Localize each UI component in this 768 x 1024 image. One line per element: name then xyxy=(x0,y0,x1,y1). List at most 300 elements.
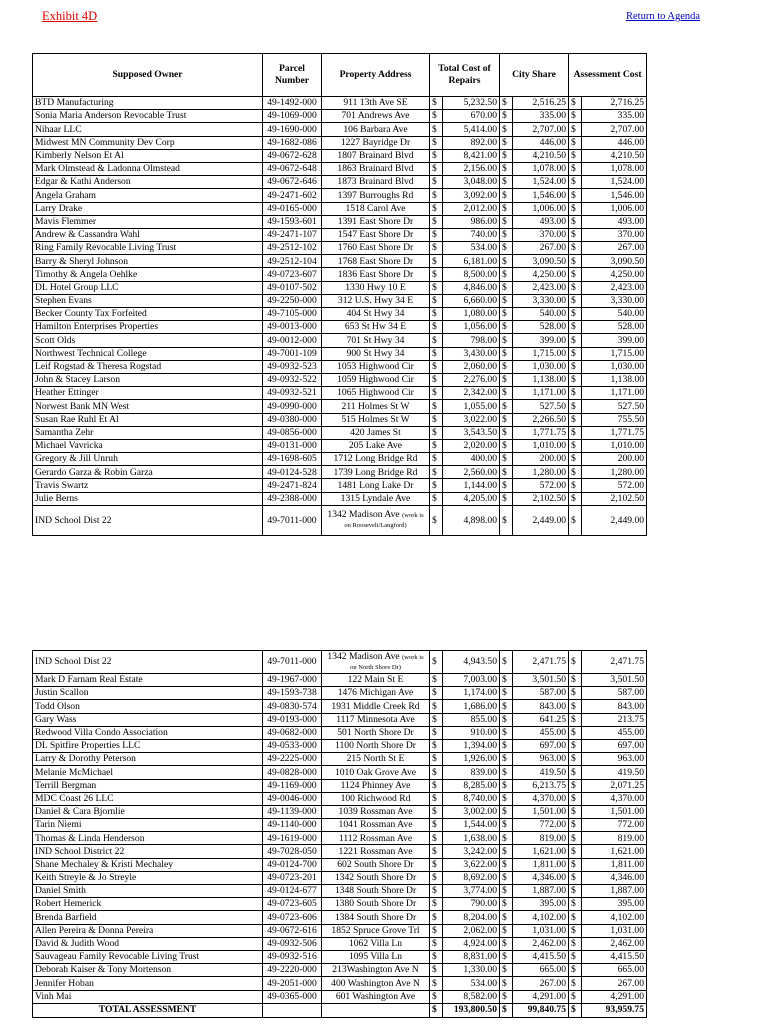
assessment-cell: 963.00 xyxy=(582,753,647,766)
currency-symbol: $ xyxy=(500,505,513,535)
parcel-cell: 49-1698-605 xyxy=(263,453,322,466)
owner-cell: Ring Family Revocable Living Trust xyxy=(33,242,263,255)
currency-symbol: $ xyxy=(430,321,443,334)
table-row xyxy=(33,505,647,535)
assessment-cell: 1,030.00 xyxy=(582,360,647,373)
city-share-cell: 3,330.00 xyxy=(513,294,569,307)
total-cost-cell: 8,500.00 xyxy=(443,268,500,281)
parcel-cell: 49-0124-700 xyxy=(263,858,322,871)
total-cost-cell: 1,055.00 xyxy=(443,400,500,413)
assessment-cell: 399.00 xyxy=(582,334,647,347)
total-cost-cell: 7,003.00 xyxy=(443,674,500,687)
currency-symbol: $ xyxy=(500,387,513,400)
currency-symbol: $ xyxy=(430,387,443,400)
total-cost-cell: 8,204.00 xyxy=(443,911,500,924)
currency-symbol: $ xyxy=(430,215,443,228)
owner-cell: Scott Olds xyxy=(33,334,263,347)
parcel-cell: 49-0380-000 xyxy=(263,413,322,426)
city-share-cell: 493.00 xyxy=(513,215,569,228)
currency-symbol: $ xyxy=(569,189,582,202)
assessment-cell: 1,887.00 xyxy=(582,885,647,898)
total-cost-cell: 2,560.00 xyxy=(443,466,500,479)
city-share-cell: 2,423.00 xyxy=(513,281,569,294)
table-row xyxy=(33,215,647,228)
total-cost-cell: 4,924.00 xyxy=(443,937,500,950)
parcel-cell: 49-0856-000 xyxy=(263,426,322,439)
city-share-cell: 1,280.00 xyxy=(513,466,569,479)
table-row xyxy=(33,162,647,175)
parcel-cell: 49-0932-523 xyxy=(263,360,322,373)
address-cell xyxy=(322,97,430,110)
address-text: 1100 North Shore Dr xyxy=(335,740,416,752)
currency-symbol: $ xyxy=(500,281,513,294)
table-row xyxy=(33,479,647,492)
currency-symbol: $ xyxy=(500,885,513,898)
assessment-cell: 419.50 xyxy=(582,766,647,779)
total-cost-cell: 534.00 xyxy=(443,977,500,990)
address-note: (work is on North Shore Dr) xyxy=(350,653,424,671)
owner-cell: Vinh Mai xyxy=(33,990,263,1003)
currency-symbol: $ xyxy=(569,426,582,439)
parcel-cell: 49-1619-000 xyxy=(263,832,322,845)
city-share-cell: 963.00 xyxy=(513,753,569,766)
table-row xyxy=(33,937,647,950)
table-row xyxy=(33,308,647,321)
currency-symbol: $ xyxy=(500,779,513,792)
currency-symbol: $ xyxy=(430,268,443,281)
currency-symbol: $ xyxy=(500,492,513,505)
table-row xyxy=(33,176,647,189)
currency-symbol: $ xyxy=(430,400,443,413)
table-row xyxy=(33,294,647,307)
owner-cell: Brenda Barfield xyxy=(33,911,263,924)
city-share-cell: 370.00 xyxy=(513,228,569,241)
total-cost-cell: 1,330.00 xyxy=(443,964,500,977)
assessment-cell: 3,501.50 xyxy=(582,674,647,687)
address-text: 1391 East Shore Dr xyxy=(337,215,414,227)
owner-cell: Sonia Maria Anderson Revocable Trust xyxy=(33,110,263,123)
assessment-cell: 755.50 xyxy=(582,413,647,426)
address-cell xyxy=(322,977,430,990)
owner-cell: DL Hotel Group LLC xyxy=(33,281,263,294)
address-note: (work is on Roosevelt/Langford) xyxy=(344,512,424,530)
table-row xyxy=(33,189,647,202)
address-cell xyxy=(322,123,430,136)
address-text: 122 Main St E xyxy=(347,674,404,686)
parcel-cell: 49-0723-201 xyxy=(263,871,322,884)
currency-symbol: $ xyxy=(500,792,513,805)
table-row xyxy=(33,911,647,924)
currency-symbol: $ xyxy=(430,651,443,674)
parcel-cell: 49-0131-000 xyxy=(263,439,322,452)
currency-symbol: $ xyxy=(430,176,443,189)
currency-symbol: $ xyxy=(500,400,513,413)
currency-symbol: $ xyxy=(500,413,513,426)
assessment-cell: 2,071.25 xyxy=(582,779,647,792)
city-share-cell: 4,346.00 xyxy=(513,871,569,884)
address-text: 1112 Rossman Ave xyxy=(338,832,413,844)
table-row xyxy=(33,202,647,215)
currency-symbol: $ xyxy=(569,453,582,466)
currency-symbol: $ xyxy=(569,162,582,175)
city-share-cell: 572.00 xyxy=(513,479,569,492)
owner-cell: Gregory & Jill Unruh xyxy=(33,453,263,466)
address-text: 911 13th Ave SE xyxy=(343,97,408,109)
address-text: 1342 Madison Ave xyxy=(327,650,400,662)
address-text: 1342 South Shore Dr xyxy=(334,872,417,884)
currency-symbol: $ xyxy=(569,479,582,492)
total-cost-cell: 8,692.00 xyxy=(443,871,500,884)
table-row xyxy=(33,400,647,413)
owner-cell: Justin Scallon xyxy=(33,687,263,700)
table-row xyxy=(33,242,647,255)
table-row xyxy=(33,792,647,805)
total-cost-cell: 2,156.00 xyxy=(443,162,500,175)
address-text: 1330 Hwy 10 E xyxy=(345,281,406,293)
currency-symbol: $ xyxy=(500,97,513,110)
table-row xyxy=(33,739,647,752)
address-cell xyxy=(322,950,430,963)
assessment-cell: 455.00 xyxy=(582,726,647,739)
return-to-agenda-link[interactable]: Return to Agenda xyxy=(626,11,701,22)
address-text: 215 North St E xyxy=(346,753,405,765)
owner-cell: Samantha Zehr xyxy=(33,426,263,439)
currency-symbol: $ xyxy=(430,373,443,386)
table-row xyxy=(33,413,647,426)
owner-cell: Edgar & Kathi Anderson xyxy=(33,176,263,189)
assessment-cell: 540.00 xyxy=(582,308,647,321)
currency-symbol: $ xyxy=(500,294,513,307)
currency-symbol: $ xyxy=(430,162,443,175)
currency-symbol: $ xyxy=(569,726,582,739)
table-row xyxy=(33,753,647,766)
city-share-cell: 1,501.00 xyxy=(513,805,569,818)
address-text: 1852 Spruce Grove Trl xyxy=(331,924,420,936)
address-cell xyxy=(322,281,430,294)
currency-symbol: $ xyxy=(569,400,582,413)
currency-symbol: $ xyxy=(430,805,443,818)
owner-cell: Sauvageau Family Revocable Living Trust xyxy=(33,950,263,963)
table-row xyxy=(33,466,647,479)
parcel-cell: 49-2220-000 xyxy=(263,964,322,977)
total-cost-cell: 5,414.00 xyxy=(443,123,500,136)
assessment-cell: 200.00 xyxy=(582,453,647,466)
assessment-cell: 2,471.75 xyxy=(582,651,647,674)
assessment-cell: 1,010.00 xyxy=(582,439,647,452)
total-cost-cell: 3,002.00 xyxy=(443,805,500,818)
currency-symbol: $ xyxy=(569,845,582,858)
currency-symbol: $ xyxy=(500,739,513,752)
address-text: 1117 Minnesota Ave xyxy=(336,713,415,725)
address-cell xyxy=(322,387,430,400)
parcel-cell: 49-0672-648 xyxy=(263,162,322,175)
parcel-cell: 49-0682-000 xyxy=(263,726,322,739)
currency-symbol: $ xyxy=(569,792,582,805)
city-share-cell: 1,006.00 xyxy=(513,202,569,215)
parcel-cell: 49-0990-000 xyxy=(263,400,322,413)
address-text: 1342 Madison Ave xyxy=(327,509,400,521)
city-share-cell: 1,771.75 xyxy=(513,426,569,439)
city-share-cell: 527.50 xyxy=(513,400,569,413)
assessment-cell: 2,449.00 xyxy=(582,505,647,535)
address-cell xyxy=(322,687,430,700)
address-text: 515 Holmes St W xyxy=(341,413,410,425)
currency-symbol: $ xyxy=(500,123,513,136)
city-share-cell: 1,010.00 xyxy=(513,439,569,452)
owner-cell: Redwood Villa Condo Association xyxy=(33,726,263,739)
total-cost-cell: 3,048.00 xyxy=(443,176,500,189)
currency-symbol: $ xyxy=(500,149,513,162)
currency-symbol: $ xyxy=(500,202,513,215)
address-text: 1518 Carol Ave xyxy=(345,202,406,214)
table-row xyxy=(33,321,647,334)
assessment-cell: 572.00 xyxy=(582,479,647,492)
address-text: 211 Holmes St W xyxy=(341,400,410,412)
currency-symbol: $ xyxy=(430,505,443,535)
assessment-table-2 xyxy=(32,650,647,1018)
total-cost-cell: 4,205.00 xyxy=(443,492,500,505)
parcel-cell: 49-0672-616 xyxy=(263,924,322,937)
address-text: 1863 Brainard Blvd xyxy=(337,163,414,175)
owner-cell: Terrill Bergman xyxy=(33,779,263,792)
currency-symbol: $ xyxy=(569,387,582,400)
assessment-cell: 446.00 xyxy=(582,136,647,149)
address-text: 1397 Burroughs Rd xyxy=(337,189,414,201)
city-share-cell: 4,250.00 xyxy=(513,268,569,281)
total-cost-cell: 400.00 xyxy=(443,453,500,466)
city-share-cell: 2,102.50 xyxy=(513,492,569,505)
total-cost-cell: 2,020.00 xyxy=(443,439,500,452)
parcel-cell: 49-7028-050 xyxy=(263,845,322,858)
assessment-cell: 1,546.00 xyxy=(582,189,647,202)
currency-symbol: $ xyxy=(430,753,443,766)
assessment-cell: 1,501.00 xyxy=(582,805,647,818)
assessment-cell: 1,078.00 xyxy=(582,162,647,175)
owner-cell: IND School Dist 22 xyxy=(33,651,263,674)
parcel-cell: 49-1069-000 xyxy=(263,110,322,123)
assessment-cell: 1,138.00 xyxy=(582,373,647,386)
currency-symbol: $ xyxy=(500,268,513,281)
owner-cell: Robert Hemerick xyxy=(33,898,263,911)
address-text: 100 Richwood Rd xyxy=(340,792,411,804)
currency-symbol: $ xyxy=(569,242,582,255)
owner-cell: Susan Rae Ruhl Et Al xyxy=(33,413,263,426)
address-cell xyxy=(322,937,430,950)
assessment-cell: 1,006.00 xyxy=(582,202,647,215)
address-cell xyxy=(322,136,430,149)
currency-symbol: $ xyxy=(430,832,443,845)
currency-symbol: $ xyxy=(500,964,513,977)
total-cost-cell: 4,846.00 xyxy=(443,281,500,294)
parcel-cell: 49-1139-000 xyxy=(263,805,322,818)
assessment-table-1 xyxy=(32,53,647,536)
address-text: 1739 Long Bridge Rd xyxy=(333,466,418,478)
city-share-cell: 1,887.00 xyxy=(513,885,569,898)
currency-symbol: $ xyxy=(500,924,513,937)
currency-symbol: $ xyxy=(430,479,443,492)
currency-symbol: $ xyxy=(569,766,582,779)
total-cost-cell: 4,943.50 xyxy=(443,651,500,674)
owner-cell: Norwest Bank MN West xyxy=(33,400,263,413)
currency-symbol: $ xyxy=(569,779,582,792)
assessment-cell: 4,102.00 xyxy=(582,911,647,924)
table-row xyxy=(33,281,647,294)
currency-symbol: $ xyxy=(430,766,443,779)
table-row xyxy=(33,426,647,439)
currency-symbol: $ xyxy=(500,753,513,766)
parcel-cell: 49-1492-000 xyxy=(263,97,322,110)
address-text: 312 U.S. Hwy 34 E xyxy=(337,295,414,307)
assessment-cell: 2,462.00 xyxy=(582,937,647,950)
total-cost-cell: 740.00 xyxy=(443,228,500,241)
address-cell xyxy=(322,700,430,713)
currency-symbol: $ xyxy=(569,713,582,726)
total-cost-cell: 5,232.50 xyxy=(443,97,500,110)
city-share-cell: 1,078.00 xyxy=(513,162,569,175)
total-cost-cell: 892.00 xyxy=(443,136,500,149)
city-share-cell: 4,210.50 xyxy=(513,149,569,162)
parcel-cell: 49-0932-506 xyxy=(263,937,322,950)
address-text: 404 St Hwy 34 xyxy=(346,308,405,320)
currency-symbol: $ xyxy=(569,739,582,752)
currency-symbol: $ xyxy=(500,832,513,845)
address-cell xyxy=(322,149,430,162)
address-cell xyxy=(322,713,430,726)
currency-symbol: $ xyxy=(430,885,443,898)
parcel-cell: 49-7011-000 xyxy=(263,505,322,535)
address-text: 1124 Phinney Ave xyxy=(340,779,411,791)
owner-cell: Becker County Tax Forfeited xyxy=(33,308,263,321)
currency-symbol: $ xyxy=(500,871,513,884)
total-cost-cell: 986.00 xyxy=(443,215,500,228)
currency-symbol: $ xyxy=(430,347,443,360)
currency-symbol: $ xyxy=(500,766,513,779)
total-cost-cell: 8,421.00 xyxy=(443,149,500,162)
col-header-owner: Supposed Owner xyxy=(33,54,263,97)
city-share-cell: 399.00 xyxy=(513,334,569,347)
table-row xyxy=(33,779,647,792)
assessment-cell: 4,346.00 xyxy=(582,871,647,884)
address-text: 1041 Rossman Ave xyxy=(338,819,413,831)
city-share-cell: 1,171.00 xyxy=(513,387,569,400)
address-cell xyxy=(322,858,430,871)
assessment-cell: 4,210.50 xyxy=(582,149,647,162)
parcel-cell: 49-1593-601 xyxy=(263,215,322,228)
currency-symbol: $ xyxy=(430,898,443,911)
parcel-cell: 49-0932-516 xyxy=(263,950,322,963)
exhibit-label: Exhibit 4D xyxy=(42,9,98,23)
parcel-cell: 49-1140-000 xyxy=(263,819,322,832)
currency-symbol: $ xyxy=(430,294,443,307)
owner-cell: Kimberly Nelson Et Al xyxy=(33,149,263,162)
owner-cell: Leif Rogstad & Theresa Rogstad xyxy=(33,360,263,373)
table-row xyxy=(33,373,647,386)
address-cell xyxy=(322,255,430,268)
address-text: 1481 Long Lake Dr xyxy=(337,479,414,491)
currency-symbol: $ xyxy=(430,674,443,687)
currency-symbol: $ xyxy=(569,215,582,228)
assessment-cell: 772.00 xyxy=(582,819,647,832)
parcel-cell: 49-2512-102 xyxy=(263,242,322,255)
assessment-cell: 493.00 xyxy=(582,215,647,228)
city-share-cell: 419.50 xyxy=(513,766,569,779)
currency-symbol: $ xyxy=(569,228,582,241)
address-cell xyxy=(322,832,430,845)
assessment-cell: 213.75 xyxy=(582,713,647,726)
assessment-cell: 1,715.00 xyxy=(582,347,647,360)
city-share-cell: 697.00 xyxy=(513,739,569,752)
table-row xyxy=(33,858,647,871)
currency-symbol: $ xyxy=(569,294,582,307)
currency-symbol: $ xyxy=(430,713,443,726)
currency-symbol: $ xyxy=(569,819,582,832)
assessment-cell: 370.00 xyxy=(582,228,647,241)
address-text: 501 North Shore Dr xyxy=(337,727,414,739)
total-row xyxy=(33,1003,647,1017)
table-row xyxy=(33,97,647,110)
owner-cell: Larry Drake xyxy=(33,202,263,215)
city-share-cell: 819.00 xyxy=(513,832,569,845)
address-cell xyxy=(322,819,430,832)
total-cost-cell: 1,394.00 xyxy=(443,739,500,752)
parcel-cell: 49-1593-738 xyxy=(263,687,322,700)
address-cell xyxy=(322,413,430,426)
total-cost-cell: 1,544.00 xyxy=(443,819,500,832)
city-share-cell: 267.00 xyxy=(513,242,569,255)
currency-symbol: $ xyxy=(430,426,443,439)
currency-symbol: $ xyxy=(430,255,443,268)
total-cost-cell: 839.00 xyxy=(443,766,500,779)
currency-symbol: $ xyxy=(569,674,582,687)
address-cell xyxy=(322,911,430,924)
table-row xyxy=(33,123,647,136)
table-row xyxy=(33,766,647,779)
owner-cell: Mark D Farnam Real Estate xyxy=(33,674,263,687)
table-row xyxy=(33,950,647,963)
currency-symbol: $ xyxy=(430,97,443,110)
currency-symbol: $ xyxy=(430,924,443,937)
total-label: TOTAL ASSESSMENT xyxy=(33,1003,263,1017)
parcel-cell: 49-7011-000 xyxy=(263,651,322,674)
currency-symbol: $ xyxy=(569,281,582,294)
total-cost-cell: 2,276.00 xyxy=(443,373,500,386)
currency-symbol: $ xyxy=(569,347,582,360)
address-text: 900 St Hwy 34 xyxy=(346,347,405,359)
owner-cell: BTD Manufacturing xyxy=(33,97,263,110)
address-cell xyxy=(322,779,430,792)
total-cost-cell: 790.00 xyxy=(443,898,500,911)
city-share-cell: 540.00 xyxy=(513,308,569,321)
assessment-sum: 93,959.75 xyxy=(582,1003,647,1017)
currency-symbol: $ xyxy=(430,845,443,858)
parcel-cell: 49-0365-000 xyxy=(263,990,322,1003)
owner-cell: Daniel & Cara Bjornlie xyxy=(33,805,263,818)
address-cell xyxy=(322,492,430,505)
table-row xyxy=(33,674,647,687)
table-row xyxy=(33,110,647,123)
currency-symbol: $ xyxy=(569,885,582,898)
address-text: 106 Barbara Ave xyxy=(343,123,408,135)
total-cost-cell: 910.00 xyxy=(443,726,500,739)
parcel-cell: 49-2471-602 xyxy=(263,189,322,202)
currency-symbol: $ xyxy=(569,492,582,505)
table-row xyxy=(33,726,647,739)
address-text: 602 South Shore Dr xyxy=(337,858,414,870)
currency-symbol: $ xyxy=(569,360,582,373)
owner-cell: DL Spitfire Properties LLC xyxy=(33,739,263,752)
total-cost-cell: 3,622.00 xyxy=(443,858,500,871)
currency-symbol: $ xyxy=(500,189,513,202)
